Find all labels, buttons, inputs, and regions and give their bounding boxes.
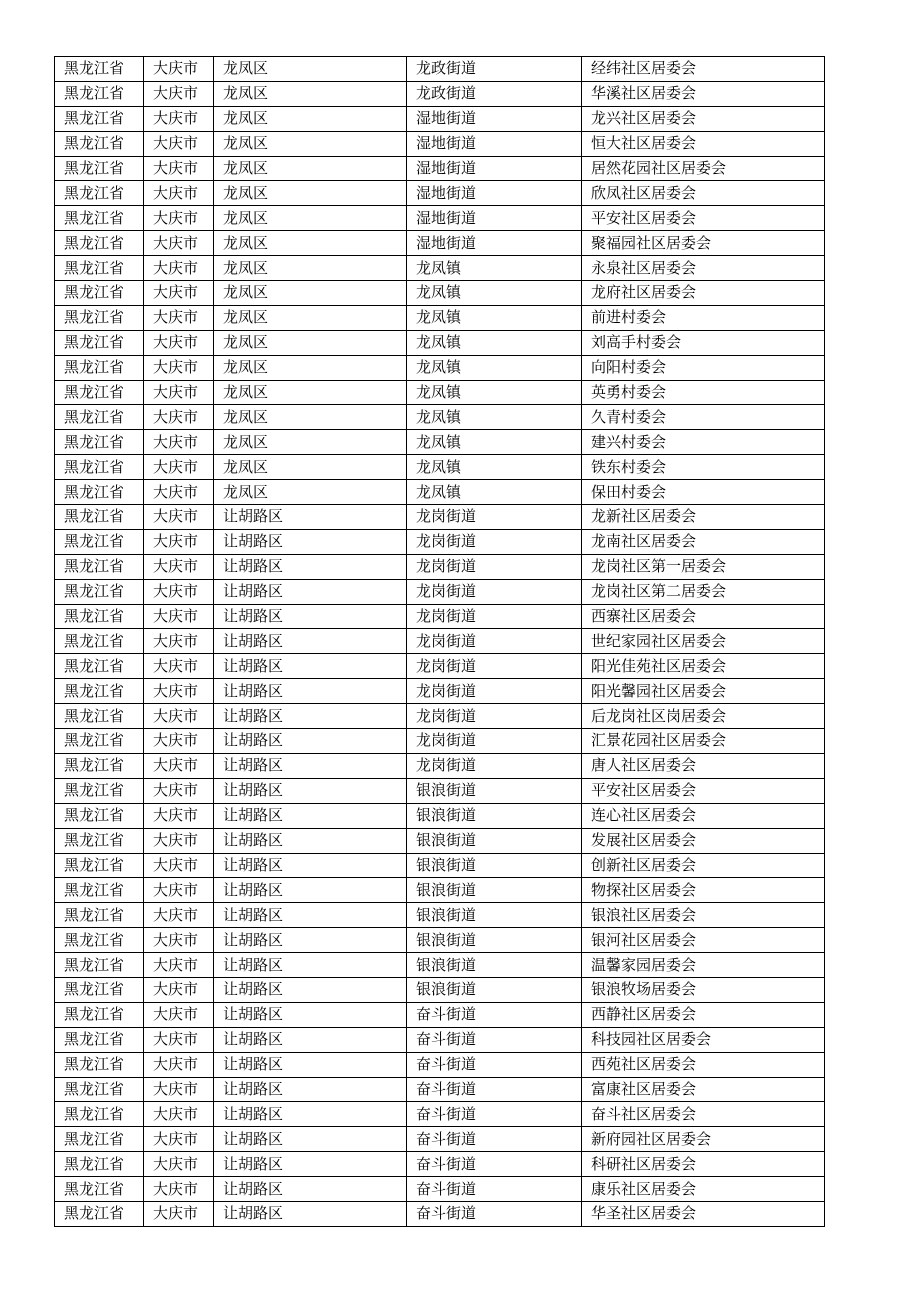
city-cell: 大庆市 [144, 977, 214, 1002]
subdistrict-cell: 龙岗街道 [407, 505, 582, 530]
subdistrict-cell: 银浪街道 [407, 853, 582, 878]
subdistrict-cell: 龙凤镇 [407, 305, 582, 330]
province-cell: 黑龙江省 [55, 305, 144, 330]
city-cell: 大庆市 [144, 704, 214, 729]
subdistrict-cell: 奋斗街道 [407, 1152, 582, 1177]
subdistrict-cell: 龙凤镇 [407, 455, 582, 480]
district-cell: 龙凤区 [214, 106, 407, 131]
committee-cell: 龙新社区居委会 [582, 505, 825, 530]
district-cell: 龙凤区 [214, 256, 407, 281]
subdistrict-cell: 奋斗街道 [407, 1077, 582, 1102]
province-cell: 黑龙江省 [55, 57, 144, 82]
subdistrict-cell: 湿地街道 [407, 106, 582, 131]
committee-cell: 西寨社区居委会 [582, 604, 825, 629]
table-row [55, 206, 825, 231]
table-row [55, 554, 825, 579]
district-cell: 让胡路区 [214, 977, 407, 1002]
district-cell: 让胡路区 [214, 778, 407, 803]
table-row [55, 330, 825, 355]
district-cell: 让胡路区 [214, 729, 407, 754]
subdistrict-cell: 龙岗街道 [407, 654, 582, 679]
city-cell: 大庆市 [144, 455, 214, 480]
province-cell: 黑龙江省 [55, 181, 144, 206]
table-row [55, 753, 825, 778]
committee-cell: 龙府社区居委会 [582, 281, 825, 306]
table-row [55, 1027, 825, 1052]
province-cell: 黑龙江省 [55, 455, 144, 480]
subdistrict-cell: 奋斗街道 [407, 1052, 582, 1077]
district-cell: 龙凤区 [214, 405, 407, 430]
subdistrict-cell: 龙岗街道 [407, 529, 582, 554]
city-cell: 大庆市 [144, 505, 214, 530]
subdistrict-cell: 龙政街道 [407, 81, 582, 106]
table-row [55, 828, 825, 853]
committee-cell: 铁东村委会 [582, 455, 825, 480]
province-cell: 黑龙江省 [55, 654, 144, 679]
city-cell: 大庆市 [144, 480, 214, 505]
city-cell: 大庆市 [144, 380, 214, 405]
table-row [55, 1127, 825, 1152]
table-row [55, 355, 825, 380]
table-row [55, 629, 825, 654]
subdistrict-cell: 湿地街道 [407, 156, 582, 181]
province-cell: 黑龙江省 [55, 156, 144, 181]
province-cell: 黑龙江省 [55, 529, 144, 554]
committee-cell: 银浪社区居委会 [582, 903, 825, 928]
committee-cell: 阳光馨园社区居委会 [582, 679, 825, 704]
province-cell: 黑龙江省 [55, 953, 144, 978]
table-row [55, 156, 825, 181]
province-cell: 黑龙江省 [55, 256, 144, 281]
committee-cell: 龙兴社区居委会 [582, 106, 825, 131]
province-cell: 黑龙江省 [55, 1127, 144, 1152]
city-cell: 大庆市 [144, 57, 214, 82]
committee-cell: 欣凤社区居委会 [582, 181, 825, 206]
committee-cell: 永泉社区居委会 [582, 256, 825, 281]
subdistrict-cell: 奋斗街道 [407, 1002, 582, 1027]
table-row [55, 106, 825, 131]
district-cell: 龙凤区 [214, 455, 407, 480]
subdistrict-cell: 银浪街道 [407, 828, 582, 853]
committee-cell: 温馨家园居委会 [582, 953, 825, 978]
table-row [55, 1201, 825, 1226]
committee-cell: 科研社区居委会 [582, 1152, 825, 1177]
subdistrict-cell: 龙岗街道 [407, 579, 582, 604]
subdistrict-cell: 龙凤镇 [407, 256, 582, 281]
district-cell: 让胡路区 [214, 579, 407, 604]
subdistrict-cell: 银浪街道 [407, 953, 582, 978]
district-cell: 让胡路区 [214, 629, 407, 654]
city-cell: 大庆市 [144, 853, 214, 878]
province-cell: 黑龙江省 [55, 480, 144, 505]
table-row [55, 953, 825, 978]
city-cell: 大庆市 [144, 305, 214, 330]
city-cell: 大庆市 [144, 529, 214, 554]
province-cell: 黑龙江省 [55, 1177, 144, 1202]
district-cell: 龙凤区 [214, 480, 407, 505]
province-cell: 黑龙江省 [55, 977, 144, 1002]
subdistrict-cell: 银浪街道 [407, 977, 582, 1002]
district-cell: 让胡路区 [214, 1152, 407, 1177]
province-cell: 黑龙江省 [55, 878, 144, 903]
table-row [55, 1002, 825, 1027]
committee-cell: 物探社区居委会 [582, 878, 825, 903]
city-cell: 大庆市 [144, 330, 214, 355]
city-cell: 大庆市 [144, 405, 214, 430]
committee-cell: 向阳村委会 [582, 355, 825, 380]
committee-cell: 康乐社区居委会 [582, 1177, 825, 1202]
committee-cell: 华溪社区居委会 [582, 81, 825, 106]
city-cell: 大庆市 [144, 928, 214, 953]
committee-cell: 建兴村委会 [582, 430, 825, 455]
province-cell: 黑龙江省 [55, 1152, 144, 1177]
city-cell: 大庆市 [144, 604, 214, 629]
table-row [55, 281, 825, 306]
table-row [55, 455, 825, 480]
subdistrict-cell: 龙凤镇 [407, 405, 582, 430]
subdistrict-cell: 奋斗街道 [407, 1201, 582, 1226]
subdistrict-cell: 龙凤镇 [407, 480, 582, 505]
subdistrict-cell: 龙凤镇 [407, 355, 582, 380]
province-cell: 黑龙江省 [55, 928, 144, 953]
table-row [55, 505, 825, 530]
district-cell: 龙凤区 [214, 131, 407, 156]
province-cell: 黑龙江省 [55, 1077, 144, 1102]
subdistrict-cell: 奋斗街道 [407, 1102, 582, 1127]
province-cell: 黑龙江省 [55, 1102, 144, 1127]
committee-cell: 唐人社区居委会 [582, 753, 825, 778]
province-cell: 黑龙江省 [55, 380, 144, 405]
subdistrict-cell: 龙岗街道 [407, 729, 582, 754]
district-cell: 让胡路区 [214, 803, 407, 828]
subdistrict-cell: 龙岗街道 [407, 753, 582, 778]
table-row [55, 778, 825, 803]
subdistrict-cell: 龙凤镇 [407, 380, 582, 405]
district-cell: 让胡路区 [214, 529, 407, 554]
district-cell: 龙凤区 [214, 181, 407, 206]
table-body [55, 57, 825, 1227]
city-cell: 大庆市 [144, 1201, 214, 1226]
province-cell: 黑龙江省 [55, 1052, 144, 1077]
province-cell: 黑龙江省 [55, 106, 144, 131]
city-cell: 大庆市 [144, 206, 214, 231]
city-cell: 大庆市 [144, 828, 214, 853]
province-cell: 黑龙江省 [55, 803, 144, 828]
district-cell: 龙凤区 [214, 281, 407, 306]
committee-cell: 银河社区居委会 [582, 928, 825, 953]
district-cell: 让胡路区 [214, 1052, 407, 1077]
subdistrict-cell: 奋斗街道 [407, 1177, 582, 1202]
city-cell: 大庆市 [144, 1027, 214, 1052]
table-row [55, 430, 825, 455]
table-row [55, 256, 825, 281]
committee-cell: 世纪家园社区居委会 [582, 629, 825, 654]
table-row [55, 57, 825, 82]
subdistrict-cell: 湿地街道 [407, 131, 582, 156]
committee-cell: 富康社区居委会 [582, 1077, 825, 1102]
city-cell: 大庆市 [144, 430, 214, 455]
city-cell: 大庆市 [144, 903, 214, 928]
committee-cell: 汇景花园社区居委会 [582, 729, 825, 754]
city-cell: 大庆市 [144, 1152, 214, 1177]
district-cell: 龙凤区 [214, 231, 407, 256]
city-cell: 大庆市 [144, 1002, 214, 1027]
table-row [55, 181, 825, 206]
province-cell: 黑龙江省 [55, 430, 144, 455]
table-row [55, 977, 825, 1002]
city-cell: 大庆市 [144, 654, 214, 679]
city-cell: 大庆市 [144, 1127, 214, 1152]
committee-cell: 平安社区居委会 [582, 778, 825, 803]
subdistrict-cell: 奋斗街道 [407, 1127, 582, 1152]
committee-cell: 西静社区居委会 [582, 1002, 825, 1027]
city-cell: 大庆市 [144, 579, 214, 604]
district-cell: 让胡路区 [214, 1027, 407, 1052]
district-cell: 让胡路区 [214, 505, 407, 530]
district-cell: 龙凤区 [214, 355, 407, 380]
district-cell: 让胡路区 [214, 1177, 407, 1202]
city-cell: 大庆市 [144, 355, 214, 380]
province-cell: 黑龙江省 [55, 828, 144, 853]
table-row [55, 1177, 825, 1202]
province-cell: 黑龙江省 [55, 131, 144, 156]
community-committee-table [54, 56, 825, 1227]
table-row [55, 928, 825, 953]
committee-cell: 创新社区居委会 [582, 853, 825, 878]
province-cell: 黑龙江省 [55, 505, 144, 530]
city-cell: 大庆市 [144, 281, 214, 306]
district-cell: 让胡路区 [214, 953, 407, 978]
city-cell: 大庆市 [144, 1077, 214, 1102]
committee-cell: 龙南社区居委会 [582, 529, 825, 554]
province-cell: 黑龙江省 [55, 1201, 144, 1226]
district-cell: 让胡路区 [214, 878, 407, 903]
province-cell: 黑龙江省 [55, 281, 144, 306]
district-cell: 让胡路区 [214, 604, 407, 629]
subdistrict-cell: 龙岗街道 [407, 629, 582, 654]
province-cell: 黑龙江省 [55, 355, 144, 380]
province-cell: 黑龙江省 [55, 604, 144, 629]
committee-cell: 西苑社区居委会 [582, 1052, 825, 1077]
city-cell: 大庆市 [144, 106, 214, 131]
committee-cell: 新府园社区居委会 [582, 1127, 825, 1152]
table-row [55, 1052, 825, 1077]
committee-cell: 平安社区居委会 [582, 206, 825, 231]
district-cell: 龙凤区 [214, 430, 407, 455]
committee-cell: 龙岗社区第一居委会 [582, 554, 825, 579]
table-row [55, 480, 825, 505]
city-cell: 大庆市 [144, 878, 214, 903]
province-cell: 黑龙江省 [55, 330, 144, 355]
city-cell: 大庆市 [144, 629, 214, 654]
district-cell: 龙凤区 [214, 206, 407, 231]
table-row [55, 729, 825, 754]
committee-cell: 连心社区居委会 [582, 803, 825, 828]
committee-cell: 保田村委会 [582, 480, 825, 505]
table-row [55, 529, 825, 554]
province-cell: 黑龙江省 [55, 778, 144, 803]
subdistrict-cell: 龙岗街道 [407, 554, 582, 579]
district-cell: 让胡路区 [214, 853, 407, 878]
province-cell: 黑龙江省 [55, 81, 144, 106]
committee-cell: 科技园社区居委会 [582, 1027, 825, 1052]
district-cell: 让胡路区 [214, 1127, 407, 1152]
table-row [55, 604, 825, 629]
district-cell: 让胡路区 [214, 753, 407, 778]
table-row [55, 903, 825, 928]
subdistrict-cell: 龙凤镇 [407, 281, 582, 306]
table-row [55, 679, 825, 704]
table-row [55, 305, 825, 330]
city-cell: 大庆市 [144, 1177, 214, 1202]
subdistrict-cell: 银浪街道 [407, 903, 582, 928]
district-cell: 龙凤区 [214, 380, 407, 405]
city-cell: 大庆市 [144, 1102, 214, 1127]
table-row [55, 131, 825, 156]
table-row [55, 579, 825, 604]
table-row [55, 231, 825, 256]
province-cell: 黑龙江省 [55, 729, 144, 754]
city-cell: 大庆市 [144, 81, 214, 106]
city-cell: 大庆市 [144, 156, 214, 181]
table-row [55, 380, 825, 405]
district-cell: 让胡路区 [214, 679, 407, 704]
district-cell: 让胡路区 [214, 1077, 407, 1102]
city-cell: 大庆市 [144, 181, 214, 206]
district-cell: 让胡路区 [214, 828, 407, 853]
committee-cell: 后龙岗社区岗居委会 [582, 704, 825, 729]
province-cell: 黑龙江省 [55, 903, 144, 928]
table-row [55, 405, 825, 430]
subdistrict-cell: 龙凤镇 [407, 330, 582, 355]
subdistrict-cell: 龙岗街道 [407, 604, 582, 629]
province-cell: 黑龙江省 [55, 579, 144, 604]
district-cell: 让胡路区 [214, 1102, 407, 1127]
table-row [55, 1077, 825, 1102]
subdistrict-cell: 龙岗街道 [407, 704, 582, 729]
committee-cell: 恒大社区居委会 [582, 131, 825, 156]
city-cell: 大庆市 [144, 753, 214, 778]
table-row [55, 81, 825, 106]
committee-cell: 经纬社区居委会 [582, 57, 825, 82]
district-cell: 龙凤区 [214, 81, 407, 106]
subdistrict-cell: 银浪街道 [407, 878, 582, 903]
table-row [55, 878, 825, 903]
committee-cell: 龙岗社区第二居委会 [582, 579, 825, 604]
subdistrict-cell: 龙凤镇 [407, 430, 582, 455]
city-cell: 大庆市 [144, 953, 214, 978]
subdistrict-cell: 奋斗街道 [407, 1027, 582, 1052]
district-cell: 让胡路区 [214, 704, 407, 729]
city-cell: 大庆市 [144, 803, 214, 828]
subdistrict-cell: 龙政街道 [407, 57, 582, 82]
committee-cell: 银浪牧场居委会 [582, 977, 825, 1002]
province-cell: 黑龙江省 [55, 231, 144, 256]
table-row [55, 704, 825, 729]
province-cell: 黑龙江省 [55, 1027, 144, 1052]
committee-cell: 前进村委会 [582, 305, 825, 330]
city-cell: 大庆市 [144, 554, 214, 579]
subdistrict-cell: 湿地街道 [407, 181, 582, 206]
table-row [55, 853, 825, 878]
district-cell: 让胡路区 [214, 1002, 407, 1027]
subdistrict-cell: 银浪街道 [407, 803, 582, 828]
district-cell: 让胡路区 [214, 654, 407, 679]
committee-cell: 英勇村委会 [582, 380, 825, 405]
table-row [55, 654, 825, 679]
province-cell: 黑龙江省 [55, 629, 144, 654]
province-cell: 黑龙江省 [55, 554, 144, 579]
city-cell: 大庆市 [144, 778, 214, 803]
province-cell: 黑龙江省 [55, 853, 144, 878]
district-cell: 龙凤区 [214, 330, 407, 355]
committee-cell: 阳光佳苑社区居委会 [582, 654, 825, 679]
committee-cell: 刘高手村委会 [582, 330, 825, 355]
subdistrict-cell: 银浪街道 [407, 928, 582, 953]
city-cell: 大庆市 [144, 131, 214, 156]
district-cell: 让胡路区 [214, 903, 407, 928]
table-row [55, 1152, 825, 1177]
committee-cell: 久青村委会 [582, 405, 825, 430]
subdistrict-cell: 银浪街道 [407, 778, 582, 803]
district-cell: 让胡路区 [214, 1201, 407, 1226]
committee-cell: 奋斗社区居委会 [582, 1102, 825, 1127]
province-cell: 黑龙江省 [55, 1002, 144, 1027]
table-row [55, 803, 825, 828]
district-cell: 让胡路区 [214, 554, 407, 579]
table-row [55, 1102, 825, 1127]
province-cell: 黑龙江省 [55, 704, 144, 729]
province-cell: 黑龙江省 [55, 206, 144, 231]
city-cell: 大庆市 [144, 679, 214, 704]
city-cell: 大庆市 [144, 231, 214, 256]
subdistrict-cell: 湿地街道 [407, 206, 582, 231]
committee-cell: 发展社区居委会 [582, 828, 825, 853]
committee-cell: 华圣社区居委会 [582, 1201, 825, 1226]
city-cell: 大庆市 [144, 1052, 214, 1077]
district-cell: 龙凤区 [214, 57, 407, 82]
subdistrict-cell: 龙岗街道 [407, 679, 582, 704]
district-cell: 让胡路区 [214, 928, 407, 953]
province-cell: 黑龙江省 [55, 405, 144, 430]
province-cell: 黑龙江省 [55, 679, 144, 704]
city-cell: 大庆市 [144, 256, 214, 281]
province-cell: 黑龙江省 [55, 753, 144, 778]
district-cell: 龙凤区 [214, 156, 407, 181]
committee-cell: 居然花园社区居委会 [582, 156, 825, 181]
district-cell: 龙凤区 [214, 305, 407, 330]
city-cell: 大庆市 [144, 729, 214, 754]
committee-cell: 聚福园社区居委会 [582, 231, 825, 256]
subdistrict-cell: 湿地街道 [407, 231, 582, 256]
